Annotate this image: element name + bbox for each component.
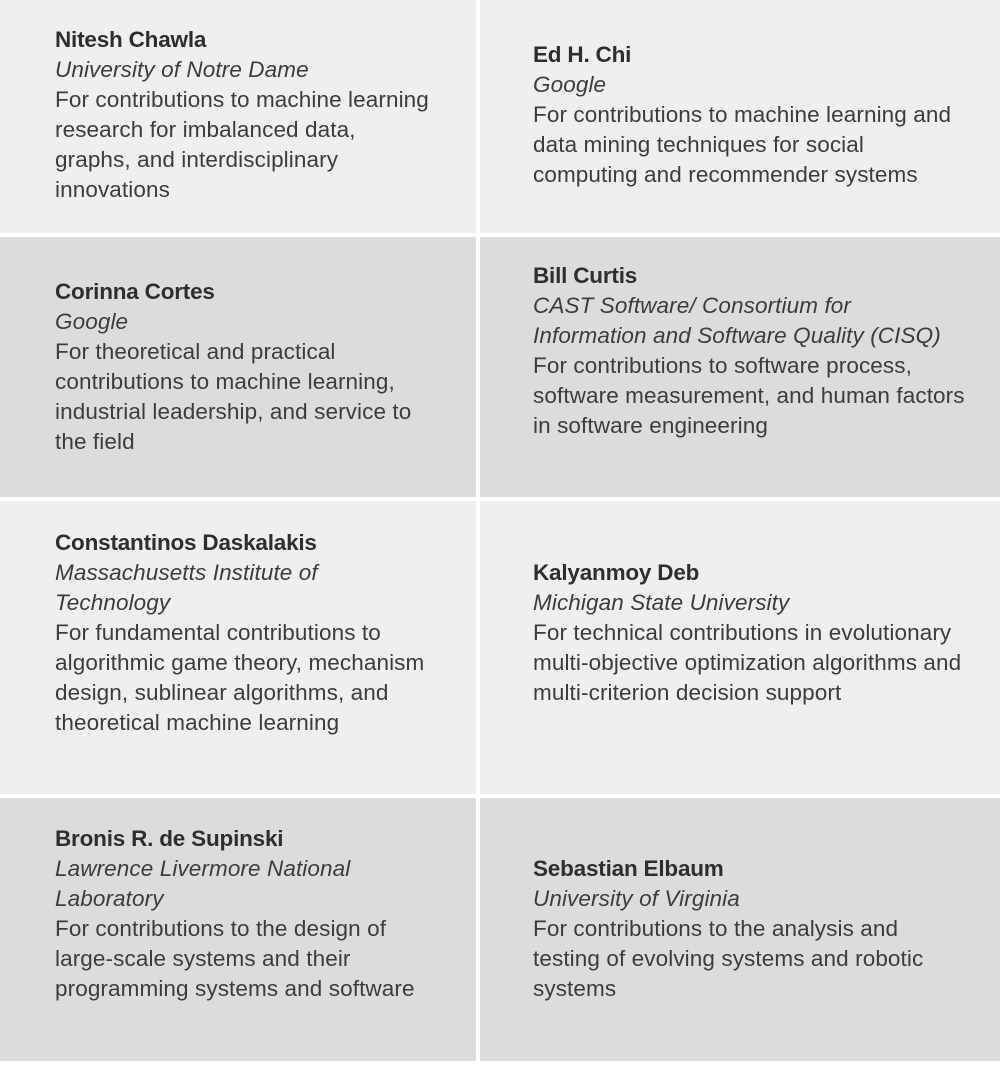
fellow-citation: For contributions to software process, software measurement, and human factors in software engineering	[533, 353, 965, 438]
fellow-affiliation: Google	[55, 309, 129, 334]
fellow-name: Bill Curtis	[533, 263, 638, 288]
fellow-affiliation: University of Virginia	[533, 886, 740, 911]
fellow-name: Sebastian Elbaum	[533, 856, 724, 881]
fellow-cell	[0, 0, 476, 233]
fellow-cell	[0, 237, 476, 497]
fellow-cell	[480, 798, 1000, 1061]
fellow-cell	[480, 501, 1000, 794]
fellow-cell	[0, 501, 476, 794]
fellow-affiliation: Google	[533, 72, 607, 97]
fellow-name: Kalyanmoy Deb	[533, 560, 700, 585]
fellow-affiliation: University of Notre Dame	[55, 57, 309, 82]
fellow-affiliation: Massachusetts Institute of Technology	[55, 560, 318, 615]
fellow-cell	[480, 237, 1000, 497]
fellow-citation: For contributions to machine learning and data mining techniques for social computing and recommender systems	[533, 102, 952, 187]
fellow-citation: For theoretical and practical contributions to machine learning, industrial leadership, and service to the field	[55, 339, 412, 454]
fellow-citation: For contributions to the analysis and testing of evolving systems and robotic systems	[533, 916, 924, 1001]
fellow-citation: For contributions to machine learning research for imbalanced data, graphs, and interdisciplinary innovations	[55, 87, 429, 202]
fellow-cell	[0, 798, 476, 1061]
fellow-name: Bronis R. de Supinski	[55, 826, 284, 851]
fellow-name: Ed H. Chi	[533, 42, 632, 67]
fellow-affiliation: CAST Software/ Consortium for Information and Software Quality (CISQ)	[533, 293, 941, 348]
fellow-citation: For fundamental contributions to algorithmic game theory, mechanism design, sublinear algorithms, and theoretical machine learning	[55, 620, 425, 735]
fellow-name: Corinna Cortes	[55, 279, 215, 304]
fellow-citation: For technical contributions in evolutionary multi-objective optimization algorithms and multi-criterion decision support	[533, 620, 962, 705]
fellow-name: Nitesh Chawla	[55, 27, 207, 52]
fellow-name: Constantinos Daskalakis	[55, 530, 317, 555]
fellow-affiliation: Michigan State University	[533, 590, 790, 615]
fellow-citation: For contributions to the design of large-scale systems and their programming systems and software	[55, 916, 415, 1001]
fellow-affiliation: Lawrence Livermore National Laboratory	[55, 856, 351, 911]
fellow-cell	[480, 0, 1000, 233]
